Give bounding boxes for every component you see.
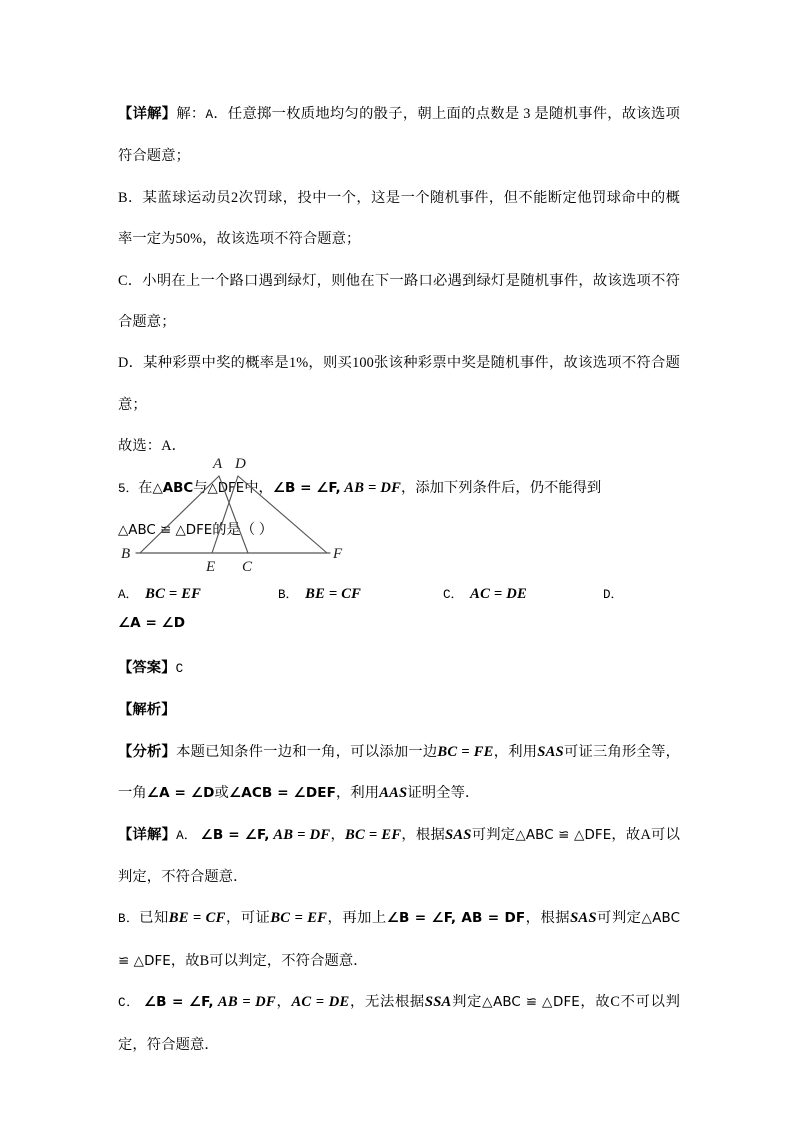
analysis-expression-sas: SAS bbox=[537, 743, 564, 760]
analysis-text-5: ，利用 bbox=[335, 785, 380, 802]
paragraph-detail-option-b bbox=[118, 178, 680, 261]
detail-a-congruence: △ABC ≌ △DFE bbox=[515, 827, 612, 843]
option-b-expression: BE = CF bbox=[305, 586, 362, 602]
detail-c-sep: ， bbox=[275, 994, 292, 1011]
answer-line bbox=[118, 648, 680, 690]
detail-paragraph-b bbox=[118, 898, 680, 982]
detail-c-expr-ssa: SSA bbox=[424, 994, 452, 1011]
paragraph-detail-option-a bbox=[118, 94, 680, 178]
detail-c-text-1: ，无法根据 bbox=[349, 994, 425, 1011]
detail-b-text-0: 已知 bbox=[139, 910, 169, 927]
detail-c-text-2: 判定 bbox=[451, 994, 483, 1011]
stem-text-3: ，添加下列条件后，仍不能得到 bbox=[401, 479, 602, 496]
question-number: 5． bbox=[118, 481, 139, 496]
question-5-options bbox=[118, 583, 680, 613]
option-a-text: ．任意掷一枚质地均匀的骰子，朝上面的点数是 3 是随机事件，故该选项符合题意； bbox=[118, 106, 680, 165]
analysis-text-4: 或 bbox=[214, 785, 229, 802]
option-b-label: B． bbox=[278, 588, 299, 602]
detail-a-expr-3: BC = EF bbox=[345, 826, 402, 843]
vertex-label-C: C bbox=[242, 559, 253, 575]
detail-c-congruence: △ABC ≌ △DFE bbox=[482, 995, 580, 1011]
detail-a-text-1: ，根据 bbox=[401, 826, 446, 843]
two-triangles-diagram bbox=[118, 452, 418, 576]
stem-text-1: 在 bbox=[138, 479, 153, 496]
answer-label: 【答案】 bbox=[118, 660, 176, 676]
detail-b-expr-1: BE = CF bbox=[168, 910, 226, 927]
detail-c-expr-3: AC = DE bbox=[291, 994, 350, 1011]
condition-angle-b-f: ∠B = ∠F, bbox=[272, 479, 341, 496]
option-b-text: B．某蓝球运动员2次罚球，投中一个，这是一个随机事件，但不能断定他罚球命中的概率一定为50%，故该选项不符合题意； bbox=[118, 189, 680, 248]
analysis-expression-angle-acb-def: ∠ACB = ∠DEF bbox=[228, 785, 336, 802]
paragraph-detail-option-d bbox=[118, 343, 680, 426]
detail-a-sep: ， bbox=[330, 826, 346, 843]
detail-paragraph-a bbox=[118, 815, 680, 899]
option-c-label: C． bbox=[443, 588, 464, 602]
analysis-text-1: 本题已知条件一边和一角，可以添加一边 bbox=[176, 743, 438, 760]
paragraph-detail-option-c bbox=[118, 261, 680, 344]
segment-BA bbox=[140, 476, 219, 553]
detail-b-text-2: ，再加上 bbox=[327, 910, 387, 927]
stem-conj: 与 bbox=[193, 479, 208, 496]
detail-a-text-3: ，故A可以判定，不符合题意． bbox=[118, 826, 680, 886]
detail-a-text-2: 可判定 bbox=[471, 826, 516, 843]
detail-label: 【详解】 bbox=[118, 106, 177, 122]
stem-tail: 的是（ ） bbox=[212, 522, 274, 539]
detail-b-text-1: ，可证 bbox=[225, 910, 271, 927]
conclusion-text: 故选：A． bbox=[118, 438, 187, 455]
geometry-figure bbox=[118, 452, 418, 576]
option-choice-b[interactable] bbox=[278, 583, 361, 603]
option-a-label: A． bbox=[118, 588, 139, 602]
vertex-label-E: E bbox=[206, 559, 216, 575]
option-d-text: D．某种彩票中奖的概率是1%，则买100张该种彩票中奖是随机事件，故该选项不符合题意； bbox=[118, 355, 680, 413]
detail-a-expr-sas: SAS bbox=[445, 826, 472, 843]
detail-a-expr-2: AB = DF bbox=[273, 826, 331, 843]
option-choice-a[interactable] bbox=[118, 583, 201, 603]
detail-b-text-4: 可判定 bbox=[596, 910, 642, 927]
option-d-expression: ∠A = ∠D bbox=[118, 615, 186, 631]
option-choice-c[interactable] bbox=[443, 583, 527, 603]
detail-c-text-3: ，故C不可以判定，符合题意． bbox=[118, 994, 680, 1053]
analysis-paragraph bbox=[118, 732, 680, 815]
analysis-head-label: 【分析】 bbox=[118, 743, 177, 760]
detail-b-congruence: △ABC ≌ △DFE bbox=[118, 911, 681, 969]
triangle-dfe-label: △DFE bbox=[207, 480, 245, 496]
detail-paragraph-c bbox=[118, 982, 680, 1066]
detail-label-2: 【详解】 bbox=[118, 826, 177, 843]
analysis-label: 【解析】 bbox=[118, 702, 176, 719]
triangle-abc-label: △ABC bbox=[152, 480, 194, 496]
detail-lead: 解： bbox=[176, 106, 206, 122]
detail-c-tag: C． bbox=[118, 996, 140, 1011]
detail-a-expr-1: ∠B = ∠F, bbox=[200, 826, 270, 843]
detail-c-expr-2: AB = DF bbox=[217, 994, 276, 1011]
analysis-text-6: 证明全等． bbox=[407, 785, 480, 802]
option-choice-d[interactable] bbox=[603, 583, 623, 603]
analysis-text-2: ，利用 bbox=[493, 743, 538, 760]
analysis-text-3: 可证三角形全等，一角 bbox=[118, 743, 680, 802]
segment-DF bbox=[238, 476, 327, 553]
analysis-expression-bc-fe: BC = FE bbox=[437, 743, 494, 760]
detail-a-tag: A． bbox=[176, 828, 197, 843]
option-c-expression: AC = DE bbox=[470, 586, 527, 602]
congruence-statement: △ABC ≌ △DFE bbox=[118, 523, 213, 539]
detail-b-expr-sas: SAS bbox=[570, 910, 597, 927]
analysis-label-line bbox=[118, 690, 680, 731]
option-c-text: C．小明在上一个路口遇到绿灯，则他在下一路口必遇到绿灯是随机事件，故该选项不符合题意； bbox=[118, 272, 680, 331]
condition-ab-df: AB = DF bbox=[344, 479, 402, 496]
detail-b-text-5: ，故B可以判定，不符合题意． bbox=[170, 952, 368, 969]
option-a-tag: A bbox=[205, 108, 214, 122]
detail-b-text-3: ，根据 bbox=[525, 910, 571, 927]
vertex-label-B: B bbox=[121, 546, 131, 562]
detail-b-expr-3: ∠B = ∠F, AB = DF bbox=[386, 910, 526, 927]
option-d-label: D． bbox=[603, 588, 624, 602]
detail-c-expr-1: ∠B = ∠F, bbox=[143, 994, 214, 1011]
analysis-expression-aas: AAS bbox=[379, 785, 408, 802]
vertex-label-D: D bbox=[235, 456, 246, 472]
detail-b-tag: B． bbox=[118, 912, 140, 927]
stem-text-2: 中， bbox=[244, 479, 273, 496]
option-a-expression: BC = EF bbox=[145, 586, 202, 602]
vertex-label-A: A bbox=[213, 456, 223, 472]
answer-analysis-block bbox=[118, 648, 680, 1066]
detail-b-expr-2: BC = EF bbox=[270, 910, 328, 927]
answer-value: C bbox=[175, 662, 184, 676]
analysis-expression-angle-a-d: ∠A = ∠D bbox=[146, 785, 215, 802]
vertex-label-F: F bbox=[333, 546, 343, 562]
